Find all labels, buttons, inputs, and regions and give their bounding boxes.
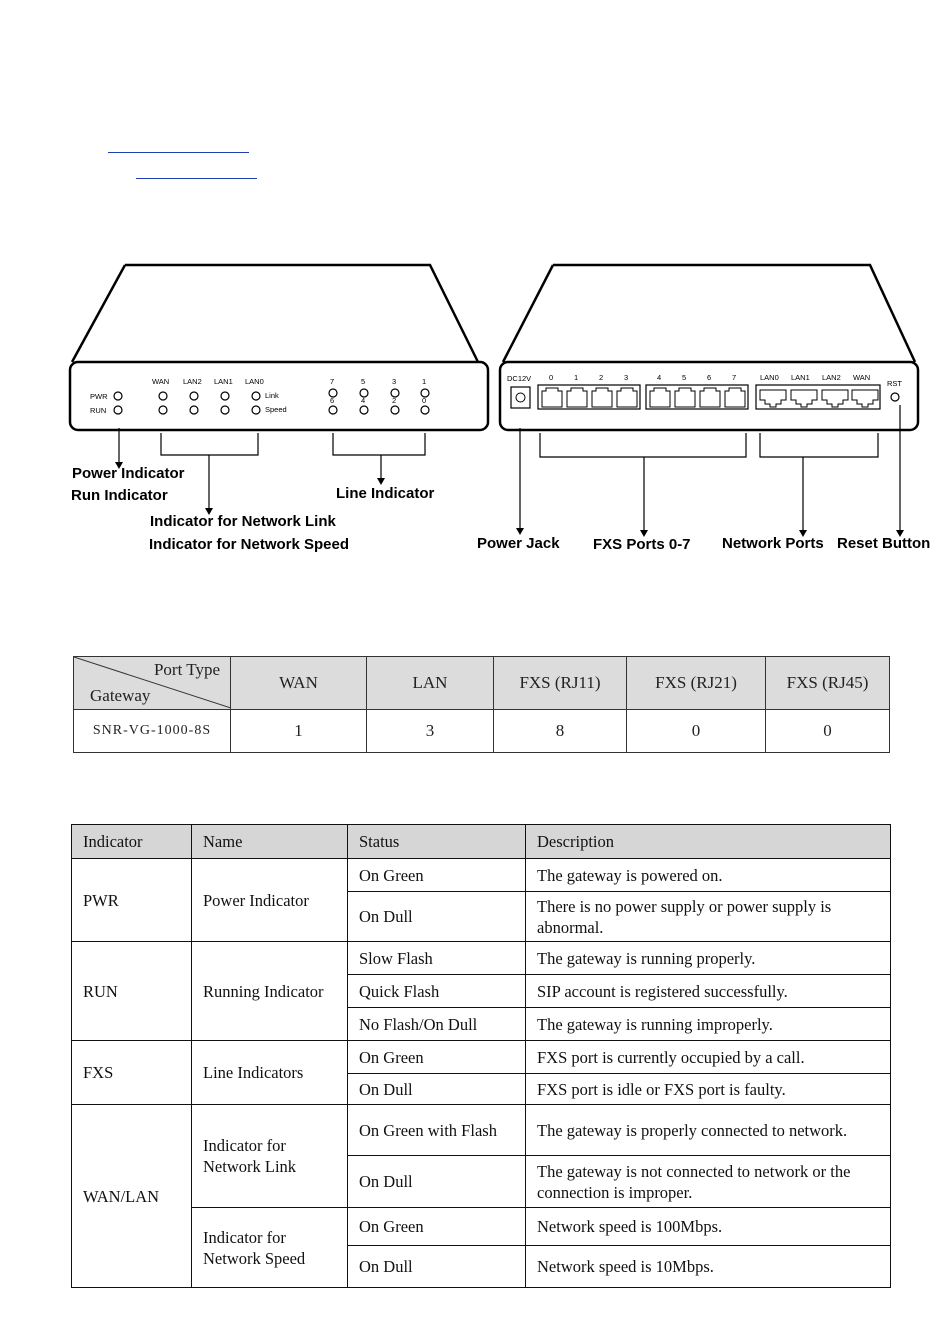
fxs-rj21-count: 0 (627, 710, 766, 753)
fxs-port-label-6: 6 (707, 373, 712, 382)
callout-network-link: Indicator for Network Link (150, 513, 336, 530)
description-cell: The gateway is running properly. (526, 942, 891, 975)
fxs-port-label-1: 1 (574, 373, 579, 382)
corner-label-gateway: Gateway (90, 686, 151, 705)
status-cell: On Dull (348, 1246, 526, 1288)
port-header-wan: WAN (231, 657, 367, 710)
table-row (74, 710, 890, 753)
indicator-table (71, 824, 891, 1288)
callout-fxs-ports: FXS Ports 0-7 (593, 536, 691, 553)
blank-link-1[interactable] (108, 152, 249, 153)
callout-network-speed: Indicator for Network Speed (149, 536, 350, 553)
status-cell: On Dull (348, 892, 526, 942)
line-led-4: 4 (361, 396, 366, 405)
table-row (72, 859, 891, 892)
description-cell: SIP account is registered successfully. (526, 975, 891, 1008)
callout-power-indicator: Power Indicator (72, 465, 185, 482)
fxs-port-label-3: 3 (624, 373, 629, 382)
description-cell: Network speed is 10Mbps. (526, 1246, 891, 1288)
description-cell: The gateway is powered on. (526, 859, 891, 892)
status-cell: No Flash/On Dull (348, 1008, 526, 1041)
table-row (72, 1041, 891, 1074)
led-label-lan2: LAN2 (183, 377, 202, 386)
callout-network-ports: Network Ports (722, 535, 824, 552)
status-cell: Slow Flash (348, 942, 526, 975)
callout-line-indicator: Line Indicator (336, 485, 435, 502)
fxs-port-label-2: 2 (599, 373, 604, 382)
port-type-table (73, 656, 890, 753)
callout-run-indicator: Run Indicator (71, 487, 168, 504)
port-header-fxs-rj45: FXS (RJ45) (766, 657, 890, 710)
port-header-fxs-rj11: FXS (RJ11) (494, 657, 627, 710)
led-label-wan: WAN (152, 377, 170, 386)
name-power-indicator: Power Indicator (192, 859, 348, 942)
indicator-run: RUN (72, 942, 192, 1041)
table-row (72, 1105, 891, 1156)
port-table-corner-cell (74, 657, 231, 710)
header-description: Description (526, 825, 891, 859)
power-jack-label: DC12V (507, 374, 532, 383)
line-led-3: 3 (392, 377, 397, 386)
fxs-rj45-count: 0 (766, 710, 890, 753)
name-network-speed: Indicator for Network Speed (192, 1208, 348, 1288)
description-cell: The gateway is properly connected to network. (526, 1105, 891, 1156)
front-device-outline (125, 265, 478, 362)
name-running-indicator: Running Indicator (192, 942, 348, 1041)
blank-link-2[interactable] (136, 178, 257, 179)
description-cell: Network speed is 100Mbps. (526, 1208, 891, 1246)
line-led-5: 5 (361, 377, 366, 386)
model-cell: SNR-VG-1000-8S (74, 710, 231, 753)
status-cell: On Green (348, 859, 526, 892)
description-cell: The gateway is running improperly. (526, 1008, 891, 1041)
led-label-pwr: PWR (90, 392, 108, 401)
line-led-7: 7 (330, 377, 335, 386)
fxs-rj11-count: 8 (494, 710, 627, 753)
line-led-0: 0 (422, 396, 427, 405)
callout-reset-button: Reset Button (837, 535, 931, 552)
led-label-speed: Speed (265, 405, 287, 414)
indicator-pwr: PWR (72, 859, 192, 942)
net-port-label-lan0: LAN0 (760, 373, 779, 382)
indicator-fxs: FXS (72, 1041, 192, 1105)
header-indicator: Indicator (72, 825, 192, 859)
status-cell: On Green (348, 1208, 526, 1246)
name-line-indicators: Line Indicators (192, 1041, 348, 1105)
port-table-header-row (74, 657, 890, 710)
back-device-outline (553, 265, 915, 362)
net-port-label-lan1: LAN1 (791, 373, 810, 382)
lan-count: 3 (367, 710, 494, 753)
led-label-lan1: LAN1 (214, 377, 233, 386)
net-port-label-wan: WAN (853, 373, 871, 382)
line-led-6: 6 (330, 396, 335, 405)
table-row (72, 942, 891, 975)
callout-power-jack: Power Jack (477, 535, 560, 552)
table-row (72, 1208, 891, 1246)
corner-label-port-type: Port Type (153, 660, 220, 679)
fxs-port-label-7: 7 (732, 373, 737, 382)
header-name: Name (192, 825, 348, 859)
led-label-lan0: LAN0 (245, 377, 264, 386)
net-port-label-lan2: LAN2 (822, 373, 841, 382)
wan-count: 1 (231, 710, 367, 753)
port-header-fxs-rj21: FXS (RJ21) (627, 657, 766, 710)
description-cell: FXS port is idle or FXS port is faulty. (526, 1074, 891, 1105)
fxs-port-label-5: 5 (682, 373, 687, 382)
power-jack (511, 387, 530, 408)
port-header-lan: LAN (367, 657, 494, 710)
indicator-wan-lan: WAN/LAN (72, 1105, 192, 1288)
reset-label: RST (887, 379, 902, 388)
fxs-port-label-4: 4 (657, 373, 662, 382)
description-cell: There is no power supply or power supply is abnormal. (526, 892, 891, 942)
fxs-port-label-0: 0 (549, 373, 554, 382)
device-panel-diagram (0, 250, 950, 560)
description-cell: FXS port is currently occupied by a call. (526, 1041, 891, 1074)
description-cell: The gateway is not connected to network or the connection is improper. (526, 1156, 891, 1208)
status-cell: On Green (348, 1041, 526, 1074)
header-status: Status (348, 825, 526, 859)
status-cell: On Dull (348, 1156, 526, 1208)
name-network-link: Indicator for Network Link (192, 1105, 348, 1208)
led-label-run: RUN (90, 406, 107, 415)
status-cell: Quick Flash (348, 975, 526, 1008)
line-led-2: 2 (392, 396, 397, 405)
status-cell: On Green with Flash (348, 1105, 526, 1156)
reset-hole (891, 393, 899, 401)
indicator-table-header-row (72, 825, 891, 859)
led-label-link: Link (265, 391, 279, 400)
line-led-1: 1 (422, 377, 427, 386)
status-cell: On Dull (348, 1074, 526, 1105)
